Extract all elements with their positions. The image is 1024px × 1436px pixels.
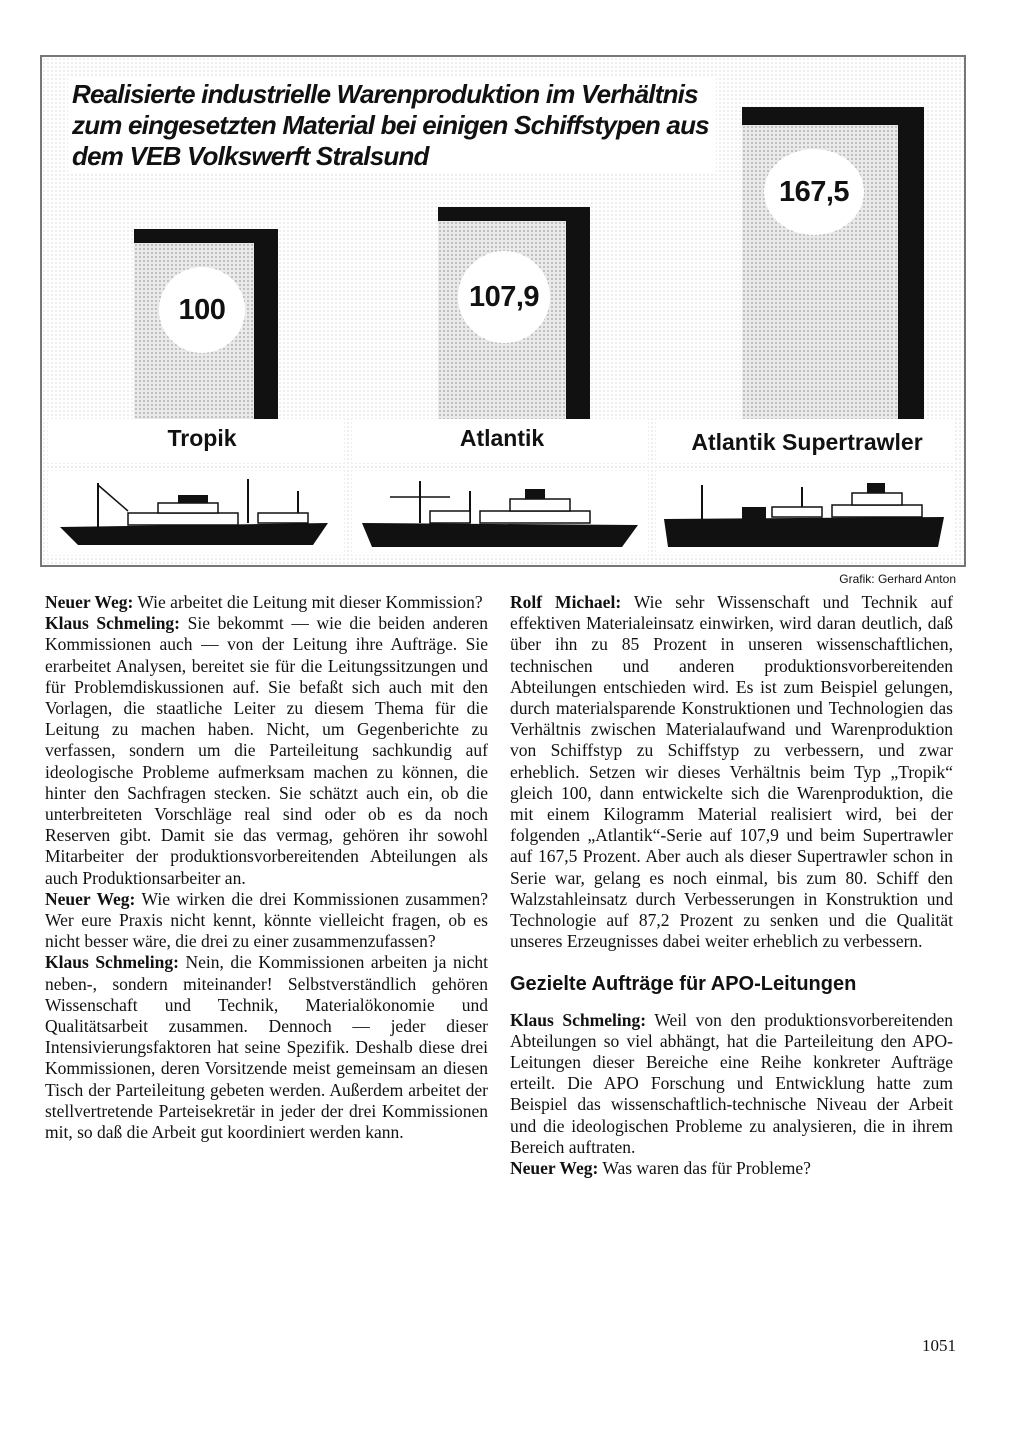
page-number: 1051 <box>922 1336 956 1355</box>
paragraph-text: Weil von den produktionsvorbereitenden Abteilungen so viel abhängt, hat die Parteileitung den APO-Leitungen dieser Bereiche eine Reihe konkreter Aufträge erteilt. Die APO Forschung und Entwicklung hatte zum Beispiel das wissenschaftlich-technische Niveau der Arbeit und die ideologischen Probleme zu analysieren, die in ihrem Bereich auftraten. <box>510 1009 953 1157</box>
bar-top <box>134 229 270 243</box>
bar-side <box>898 107 924 419</box>
bar-top <box>438 207 582 221</box>
bar-side <box>566 207 590 419</box>
speaker-name: Rolf Michael: <box>510 592 622 612</box>
left-column <box>45 592 488 1143</box>
interview-paragraph <box>45 889 488 953</box>
ship-atlantik-illustration <box>360 475 642 551</box>
paragraph-text: Nein, die Kommissionen arbeiten ja nicht neben-, sondern miteinander! Selbstverständlich gehören Wissenschaft und Technik, Materialökonomie und Qualitätsarbeit zusammen. Dennoch — jeder dieser Intensivierungsfaktoren hat seine Spezifik. Deshalb diese drei Kommissionen, deren Vorsitzende meist gemeinsam an diesen Tisch der Parteileitung gebeten werden. Außerdem arbeitet der stellvertretende Parteisekretär in jeder der drei Kommissionen mit, so daß die Arbeit gut koordiniert werden kann. <box>45 952 488 1143</box>
section-heading: Gezielte Aufträge für APO-Leitungen <box>510 973 857 996</box>
paragraph-text: Wie sehr Wissenschaft und Technik auf effektiven Materialeinsatz einwirken, wird daran deutlich, daß über ihn zu 85 Prozent in unseren wissenschaftlichen, technischen und anderen produktionsvorbereitenden Abteilungen entschieden wird. Es ist zum Beispiel gelungen, durch materialsparende Konstruktionen und Technologien das Verhältnis zwischen Materialaufwand und Warenproduktion von Schiffstyp zu Schiffstyp zu verbessern, und zwar erheblich. Setzen wir dieses Verhältnis beim Typ „Tropik“ gleich 100, dann entwickelte sich die Warenproduktion, die mit einem Kilogramm Material realisiert wird, bei der folgenden „Atlantik“-Serie auf 107,9 und beim Supertrawler auf 167,5 Prozent. Aber auch als dieser Supertrawler schon in Serie war, gelang es noch einmal, bis zum 80. Schiff den Walzstahleinsatz durch Verbesserungen in Konstruktion und Technologie auf 87,2 Prozent zu senken und die Qualität unseres Erzeugnisses dabei weiter erheblich zu verbessern. <box>510 592 953 952</box>
category-label-atlantik: Atlantik <box>459 425 545 451</box>
category-label-atlantik-supertrawler: Atlantik Supertrawler <box>691 429 923 455</box>
speaker-name: Klaus Schmeling: <box>45 613 181 634</box>
speaker-name: Neuer Weg: <box>510 1158 599 1179</box>
speaker-name: Neuer Weg: <box>45 888 136 909</box>
value-label-atlantik: 107,9 <box>458 251 550 343</box>
paragraph-text: Wie wirken die drei Kommissionen zusammen? Wer eure Praxis nicht kennt, könnte vielleicht fragen, ob es nicht besser wäre, die drei zu einer zusammenzufassen? <box>45 888 489 952</box>
paragraph-text: Wie arbeitet die Leitung mit dieser Kommission? <box>133 592 483 612</box>
value-label-atlantik-supertrawler: 167,5 <box>764 149 864 235</box>
interview-paragraph <box>45 613 488 889</box>
figure-credit: Grafik: Gerhard Anton <box>839 572 956 586</box>
speaker-name: Klaus Schmeling: <box>510 1009 647 1030</box>
figure-title: Realisierte industrielle Warenproduktion im Verhältnis zum eingesetzten Material bei einigen Schiffstypen aus dem VEB Volkswerft Stralsund <box>68 77 716 174</box>
paragraph-text: Sie bekommt — wie die beiden anderen Kommissionen auch — von der Leitung ihre Aufträge. Sie erarbeitet Analysen, bereitet sie für die Leitungssitzungen und für Problemdiskussionen auf. Sie befaßt sich auch mit den Vorlagen, die staatliche Leiter zu diesem Thema für die Leitung zu machen haben. Nicht, um Gegenberichte zu verfassen, sondern um die Parteileitung sachkundig auf ideologische Probleme aufmerksam machen zu können, die hinter den Sachfragen stecken. Sie schätzt auch ein, ob die unterbreiteten Vorschläge real sind oder ob es da noch Reserven gibt. Damit sie das vermag, gehören ihr sowohl Mitarbeiter der produktionsvorbereitenden Abteilungen als auch Produktionsarbeiter an. <box>45 613 489 888</box>
interview-paragraph <box>45 952 488 1143</box>
interview-paragraph <box>45 592 488 613</box>
category-label-tropik: Tropik <box>167 425 237 451</box>
interview-paragraph <box>510 592 953 952</box>
speaker-name: Neuer Weg: <box>45 592 134 612</box>
bar-chart-figure <box>40 55 966 567</box>
interview-paragraph <box>510 1158 953 1179</box>
paragraph-text: Was waren das für Probleme? <box>598 1158 811 1179</box>
bar-top <box>742 107 912 125</box>
bar-side <box>254 229 278 419</box>
ship-atlantik-supertrawler-illustration <box>662 475 948 551</box>
right-column <box>510 592 953 1179</box>
ship-tropik-illustration <box>58 475 338 551</box>
interview-paragraph <box>510 1010 953 1158</box>
value-label-tropik: 100 <box>159 267 245 353</box>
speaker-name: Klaus Schmeling: <box>45 952 179 973</box>
